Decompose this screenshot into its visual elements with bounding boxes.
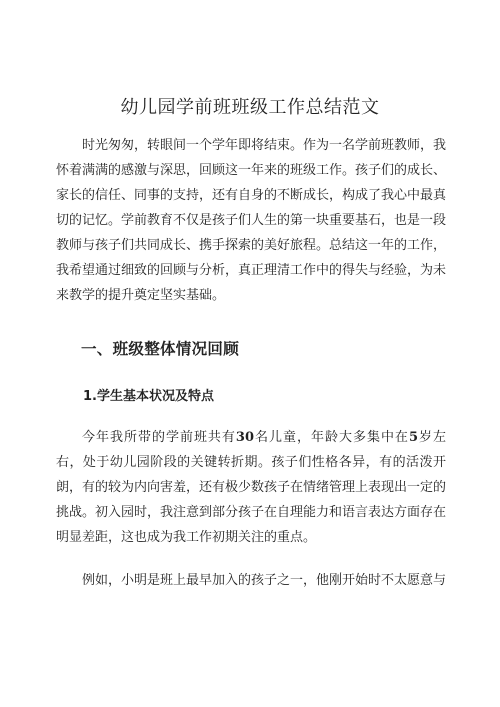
student-status-paragraph [56,425,446,550]
section-heading: 一、班级整体情况回顾 [81,340,240,358]
children-count: 30 [235,430,255,445]
intro-paragraph: 时光匆匆，转眼间一个学年即将结束。作为一名学前班教师，我怀着满满的感激与深思，回顾这一年来的班级工作。孩子们的成长、家长的信任、同事的支持，还有自身的不断成长，构成了我心中最真切的记忆。学前教育不仅是孩子们人生的第一块重要基石，也是一段教师与孩子们共同成长、携手探索的美好旅程。总结这一年的工作，我希望通过细致的回顾与分析，真正理清工作中的得失与经验，为未来教学的提升奠定坚实基础。 [56,138,447,303]
paragraph-text: 名儿童，年龄大多集中在 [254,430,409,445]
children-age: 5 [408,430,418,445]
paragraph-text: 今年我所带的学前班共有 [82,430,236,445]
example-paragraph: 例如，小明是班上最早加入的孩子之一，他刚开始时不太愿意与 [82,573,447,588]
subsection-heading: 1.学生基本状况及特点 [83,389,214,404]
document-title: 幼儿园学前班班级工作总结范文 [120,97,380,118]
paragraph-text: 岁左右，处于幼儿园阶段的关键转折期。孩子们性格各异，有的活泼开朗，有的较为内向害羞，还有极少数孩子在情绪管理上表现出一定的挑战。初入园时，我注意到部分孩子在自理能力和语言表达方面存在明显差距，这也成为我工作初期关注的重点。 [56,430,447,545]
